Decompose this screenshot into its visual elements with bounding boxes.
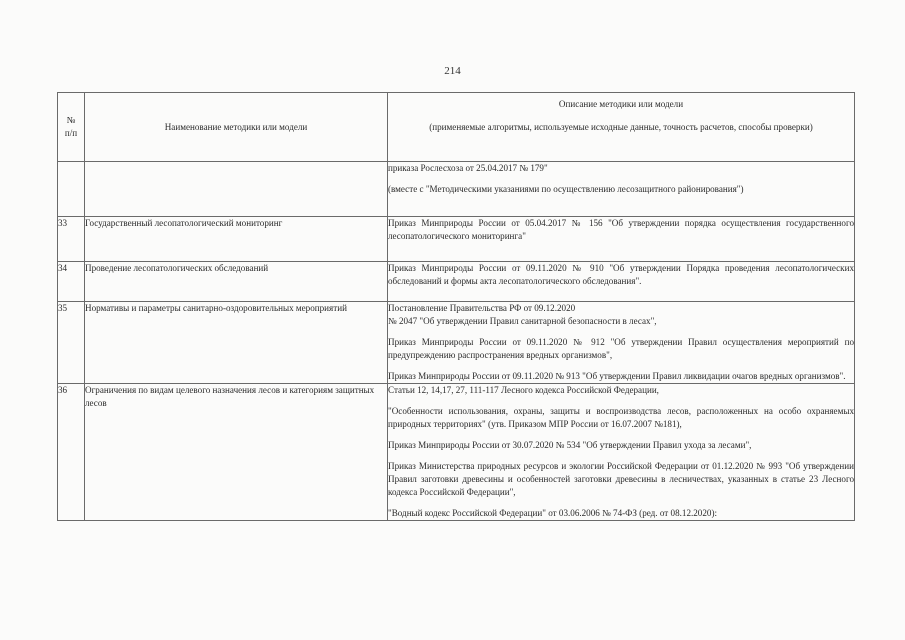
description-paragraph: Приказ Минприроды России от 09.11.2020 № 912 "Об утверждении Правил осуществления мероприятий по предупреждению распространения вредных организмов",: [388, 337, 854, 360]
table-row: [58, 384, 855, 521]
description-paragraph: Постановление Правительства РФ от 09.12.2020 № 2047 "Об утверждении Правил санитарной безопасности в лесах",: [388, 303, 657, 326]
description-paragraph: (вместе с "Методическими указаниями по осуществлению лесозащитного районирования"): [388, 184, 744, 194]
table-row: [58, 217, 855, 262]
header-name: [85, 93, 388, 162]
header-number-label: № п/п: [64, 115, 78, 138]
row-method-name: Государственный лесопатологический мониторинг: [85, 217, 388, 262]
description-paragraph: Приказ Минприроды России от 05.04.2017 № 156 "Об утверждении порядка осуществления государственного лесопатологического мониторинга": [388, 218, 854, 241]
header-description-label: Описание методики или модели: [558, 99, 684, 109]
table-row: [58, 302, 855, 384]
row-method-name: [85, 162, 388, 217]
header-name-label: Наименование методики или модели: [164, 121, 308, 132]
description-paragraph: приказа Рослесхоза от 25.04.2017 № 179": [388, 163, 548, 173]
description-paragraph: Статьи 12, 14,17, 27, 111-117 Лесного кодекса Российской Федерации,: [388, 385, 659, 395]
row-number: 35: [58, 302, 85, 384]
row-method-description: [388, 262, 855, 302]
row-number: 36: [58, 384, 85, 521]
row-method-description: [388, 384, 855, 521]
table-row: [58, 162, 855, 217]
row-number: 33: [58, 217, 85, 262]
row-method-name: Нормативы и параметры санитарно-оздоровительных мероприятий: [85, 302, 388, 384]
header-number: [58, 93, 85, 162]
row-method-name: Ограничения по видам целевого назначения лесов и категориям защитных лесов: [85, 384, 388, 521]
description-paragraph: Приказ Минприроды России от 09.11.2020 № 913 "Об утверждении Правил ликвидации очагов вредных организмов".: [388, 371, 846, 381]
description-paragraph: Приказ Министерства природных ресурсов и экологии Российской Федерации от 01.12.2020 № 993 "Об утверждении Правил заготовки древесины и особенностей заготовки древесины в лесничествах, указанных в статье 23 Лесного кодекса Российской Федерации",: [388, 461, 854, 497]
table-header-row: [58, 93, 855, 162]
row-method-name: Проведение лесопатологических обследований: [85, 262, 388, 302]
description-paragraph: "Водный кодекс Российской Федерации" от 03.06.2006 № 74-ФЗ (ред. от 08.12.2020):: [388, 508, 718, 518]
row-method-description: [388, 217, 855, 262]
row-method-description: [388, 162, 855, 217]
description-paragraph: Приказ Минприроды России от 30.07.2020 № 534 "Об утверждении Правил ухода за лесами",: [388, 440, 752, 450]
page-number: 214: [444, 65, 461, 77]
table-row: [58, 262, 855, 302]
row-number: [58, 162, 85, 217]
header-description-sublabel: (применяемые алгоритмы, используемые исходные данные, точность расчетов, способы проверки): [429, 122, 813, 132]
methods-table: [57, 92, 855, 521]
description-paragraph: "Особенности использования, охраны, защиты и воспроизводства лесов, расположенных на особо охраняемых природных территориях" (утв. Приказом МПР России от 16.07.2007 №181),: [388, 406, 854, 429]
row-method-description: [388, 302, 855, 384]
row-number: 34: [58, 262, 85, 302]
header-description: [388, 93, 855, 162]
description-paragraph: Приказ Минприроды России от 09.11.2020 № 910 "Об утверждении Порядка проведения лесопатологических обследований и формы акта лесопатологического обследования".: [388, 263, 854, 286]
